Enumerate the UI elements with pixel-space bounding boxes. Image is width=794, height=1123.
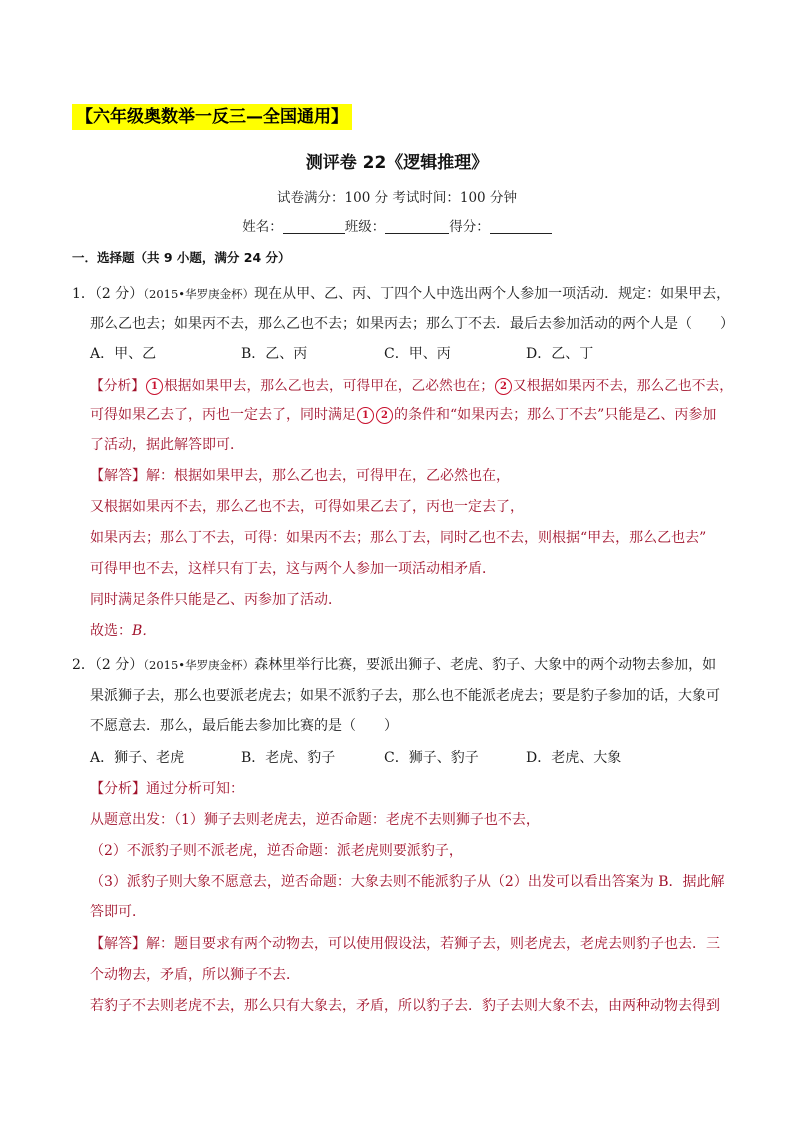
- q2-analysis-text-1: 通过分析可知：: [146, 781, 244, 797]
- q1-stem-line2: 那么乙也去；如果丙不去，那么乙也不去；如果丙去；那么丁不去．最后去参加活动的两个人是（ ）: [90, 316, 734, 332]
- student-info-row: [0, 215, 794, 235]
- q1-text-1: 现在从甲、乙、丙、丁四个人中选出两个人参加一项活动．规定：如果甲去，: [254, 286, 731, 302]
- q1-analysis-line1: [90, 374, 733, 395]
- q2-option-a: A．狮子、老虎: [90, 750, 185, 766]
- q2-option-d: D．老虎、大象: [526, 750, 622, 766]
- exam-meta: 试卷满分：100 分 考试时间：100 分钟: [277, 190, 517, 206]
- q1-solution-line2: 又根据如果丙不去，那么乙也不去，可得如果乙去了，丙也一定去了，: [90, 499, 524, 515]
- q1-option-d: D．乙、丁: [526, 346, 594, 362]
- q1-points: （2 分）: [94, 286, 144, 302]
- q2-solution-line2: 个动物去，矛盾，所以狮子不去．: [90, 967, 300, 983]
- q1-solution-line3: 如果丙去；那么丁不去，可得：如果丙不去；那么丁去，同时乙也不去，则根据“甲去，那么乙也去”: [90, 530, 707, 546]
- class-label: 班级：: [344, 219, 386, 235]
- q1-analysis-text-2a: 可得如果乙去了，丙也一定去了，同时满足: [90, 407, 356, 423]
- q2-text-1: 森林里举行比赛，要派出狮子、老虎、豹子、大象中的两个动物去参加，如: [254, 657, 717, 673]
- q1-answer-line: [90, 620, 156, 640]
- circled-number-1: 1: [357, 407, 374, 424]
- q2-source: （2015•华罗庚金杯）: [143, 658, 255, 672]
- page-title: 测评卷 22《逻辑推理》: [305, 153, 489, 173]
- q1-stem-line1: [72, 283, 730, 303]
- score-blank[interactable]: [490, 219, 552, 234]
- q2-number: 2．: [72, 657, 95, 673]
- q2-solution-tag: 【解答】: [90, 936, 146, 952]
- q2-analysis-line3: （2）不派豹子则不派老虎，逆否命题：派老虎则要派豹子，: [90, 843, 463, 859]
- q2-analysis-line4: （3）派豹子则大象不愿意去，逆否命题：大象去则不能派豹子从（2）出发可以看出答案为 B．据此解: [90, 874, 725, 890]
- q1-analysis-tag: 【分析】: [90, 378, 146, 394]
- q1-answer-value: B．: [132, 623, 157, 639]
- q2-option-b: B．老虎、豹子: [241, 750, 336, 766]
- q1-analysis-text-2b: 的条件和“如果丙去；那么丁不去”只能是乙、丙参加: [394, 407, 717, 423]
- q2-analysis-line1: [90, 778, 244, 798]
- q2-points: （2 分）: [94, 657, 144, 673]
- q1-solution-line5: 同时满足条件只能是乙、丙参加了活动．: [90, 592, 342, 608]
- q1-answer-label: 故选：: [90, 623, 132, 639]
- q2-analysis-line5: 答即可．: [90, 904, 146, 920]
- series-badge: 【六年级奥数举一反三—全国通用】: [72, 104, 352, 130]
- class-blank[interactable]: [385, 219, 449, 234]
- q2-solution-line1: [90, 933, 720, 953]
- name-label: 姓名：: [242, 219, 283, 235]
- q1-solution-line4: 可得甲也不去，这样只有丁去，这与两个人参加一项活动相矛盾．: [90, 561, 496, 577]
- q1-analysis-line3: 了活动，据此解答即可．: [90, 437, 244, 453]
- circled-number-1: 1: [146, 378, 163, 395]
- q2-stem-line3: 不愿意去．那么，最后能去参加比赛的是（ ）: [90, 718, 398, 734]
- q2-stem-line2: 果派狮子去，那么也要派老虎去；如果不派豹子去，那么也不能派老虎去；要是豹子参加的话，大象可: [90, 688, 720, 704]
- q1-analysis-text-1a: 根据如果甲去，那么乙也去，可得甲在，乙必然也在；: [164, 378, 495, 394]
- score-label: 得分：: [449, 219, 490, 235]
- section-heading: 一．选择题（共 9 小题，满分 24 分）: [72, 250, 291, 265]
- q1-solution-line1: [90, 465, 510, 485]
- name-blank[interactable]: [283, 219, 345, 234]
- q2-analysis-line2: 从题意出发：（1）狮子去则老虎去，逆否命题：老虎不去则狮子也不去，: [90, 812, 540, 828]
- q2-stem-line1: [72, 654, 716, 674]
- q1-number: 1．: [72, 286, 95, 302]
- circled-number-2: 2: [495, 378, 512, 395]
- q2-option-c: C．狮子、豹子: [384, 750, 479, 766]
- q1-source: （2015•华罗庚金杯）: [143, 287, 255, 301]
- q1-solution-tag: 【解答】: [90, 468, 146, 484]
- q1-option-b: B．乙、丙: [241, 346, 308, 362]
- q1-option-a: A．甲、乙: [90, 346, 157, 362]
- q2-solution-text-1: 解：题目要求有两个动物去，可以使用假设法，若狮子去，则老虎去，老虎去则豹子也去．三: [146, 936, 720, 952]
- q1-analysis-text-1b: 又根据如果丙不去，那么乙也不去，: [513, 378, 734, 394]
- circled-number-2: 2: [376, 407, 393, 424]
- q1-analysis-line2: [90, 404, 716, 424]
- q1-option-c: C．甲、丙: [384, 346, 451, 362]
- q1-solution-text-1: 解：根据如果甲去，那么乙也去，可得甲在，乙必然也在，: [146, 468, 510, 484]
- q2-analysis-tag: 【分析】: [90, 781, 146, 797]
- q2-solution-line3: 若豹子不去则老虎不去，那么只有大象去，矛盾，所以豹子去．豹子去则大象不去，由两种动物去得到: [90, 998, 720, 1014]
